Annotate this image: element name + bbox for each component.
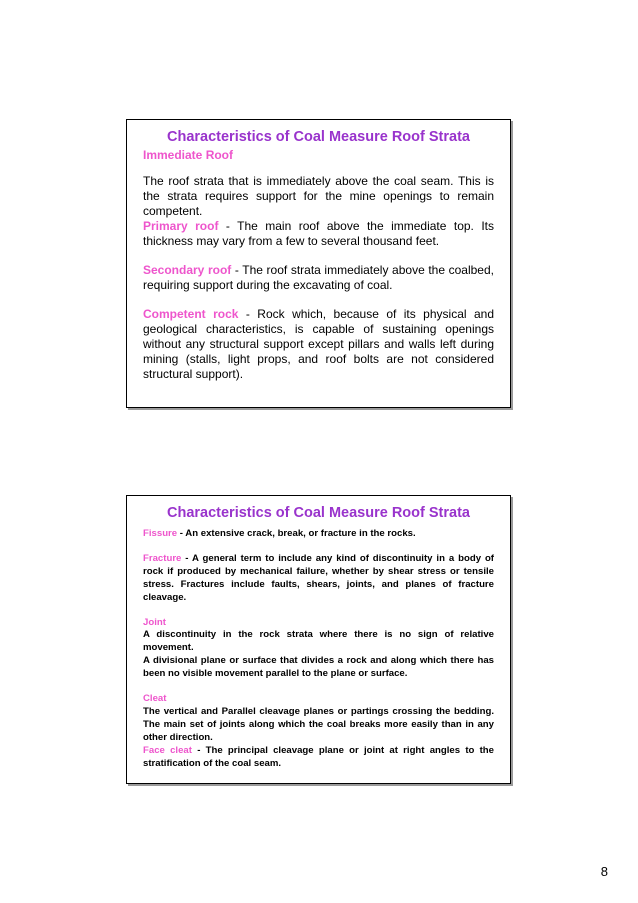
face-cleat-term: Face cleat <box>143 744 192 756</box>
cleat-term: Cleat <box>143 693 167 705</box>
fissure-term: Fissure <box>143 528 178 539</box>
spacer <box>143 541 494 553</box>
fissure-text: - An extensive crack, break, or fracture in the rocks. <box>177 528 416 539</box>
primary-roof-section <box>143 219 494 249</box>
competent-rock-text: - Rock which, because of its physical and geological characteristics, is capable of sustaining openings without any structural support except pillars and walls left during mining (stalls, light props, and roof bolts are not considered structural support). <box>143 307 494 381</box>
primary-roof-text: - The main roof above the immediate top. Its thickness may vary from a few to several thousand feet. <box>143 219 494 248</box>
fracture-term: Fracture <box>143 552 182 564</box>
slide-title: Characteristics of Coal Measure Roof Strata <box>167 129 470 145</box>
spacer <box>143 681 494 693</box>
joint-section <box>143 617 494 682</box>
secondary-roof-text: - The roof strata immediately above the coalbed, requiring support during the excavating of coal. <box>143 263 494 292</box>
page-number: 8 <box>600 864 608 879</box>
slide-discontinuities <box>126 495 511 784</box>
spacer <box>143 249 494 263</box>
secondary-roof-term: Secondary roof <box>143 263 232 277</box>
spacer <box>143 293 494 307</box>
joint-text-2: A divisional plane or surface that divides a rock and along which there has been no visible movement parallel to the plane or surface. <box>143 655 494 680</box>
competent-rock-section <box>143 307 494 382</box>
fracture-section <box>143 553 494 605</box>
immediate-roof-section <box>143 148 494 219</box>
immediate-roof-text: The roof strata that is immediately above the coal seam. This is the strata requires support for the mine openings to remain competent. <box>143 174 494 218</box>
secondary-roof-section <box>143 263 494 293</box>
joint-term: Joint <box>143 616 166 628</box>
fracture-text: - A general term to include any kind of discontinuity in a body of rock if produced by mechanical failure, whether by shear stress or tensile stress. Fractures include faults, shears, joints, and planes of fracture cleavage. <box>143 552 494 603</box>
joint-text-1: A discontinuity in the rock strata where there is no sign of relative movement. <box>143 629 494 654</box>
cleat-section <box>143 693 494 745</box>
face-cleat-text: - The principal cleavage plane or joint at right angles to the stratification of the coal seam. <box>143 744 494 769</box>
spacer <box>143 605 494 617</box>
competent-rock-term: Competent rock <box>143 307 239 321</box>
slide-title: Characteristics of Coal Measure Roof Strata <box>167 505 470 521</box>
face-cleat-section <box>143 745 494 771</box>
cleat-text: The vertical and Parallel cleavage planes or partings crossing the bedding. The main set of joints along which the coal breaks more easily than in any other direction. <box>143 705 494 743</box>
slide-immediate-roof <box>126 119 511 408</box>
immediate-roof-label: Immediate Roof <box>143 148 234 162</box>
fissure-section <box>143 528 494 541</box>
primary-roof-term: Primary roof <box>143 219 219 233</box>
